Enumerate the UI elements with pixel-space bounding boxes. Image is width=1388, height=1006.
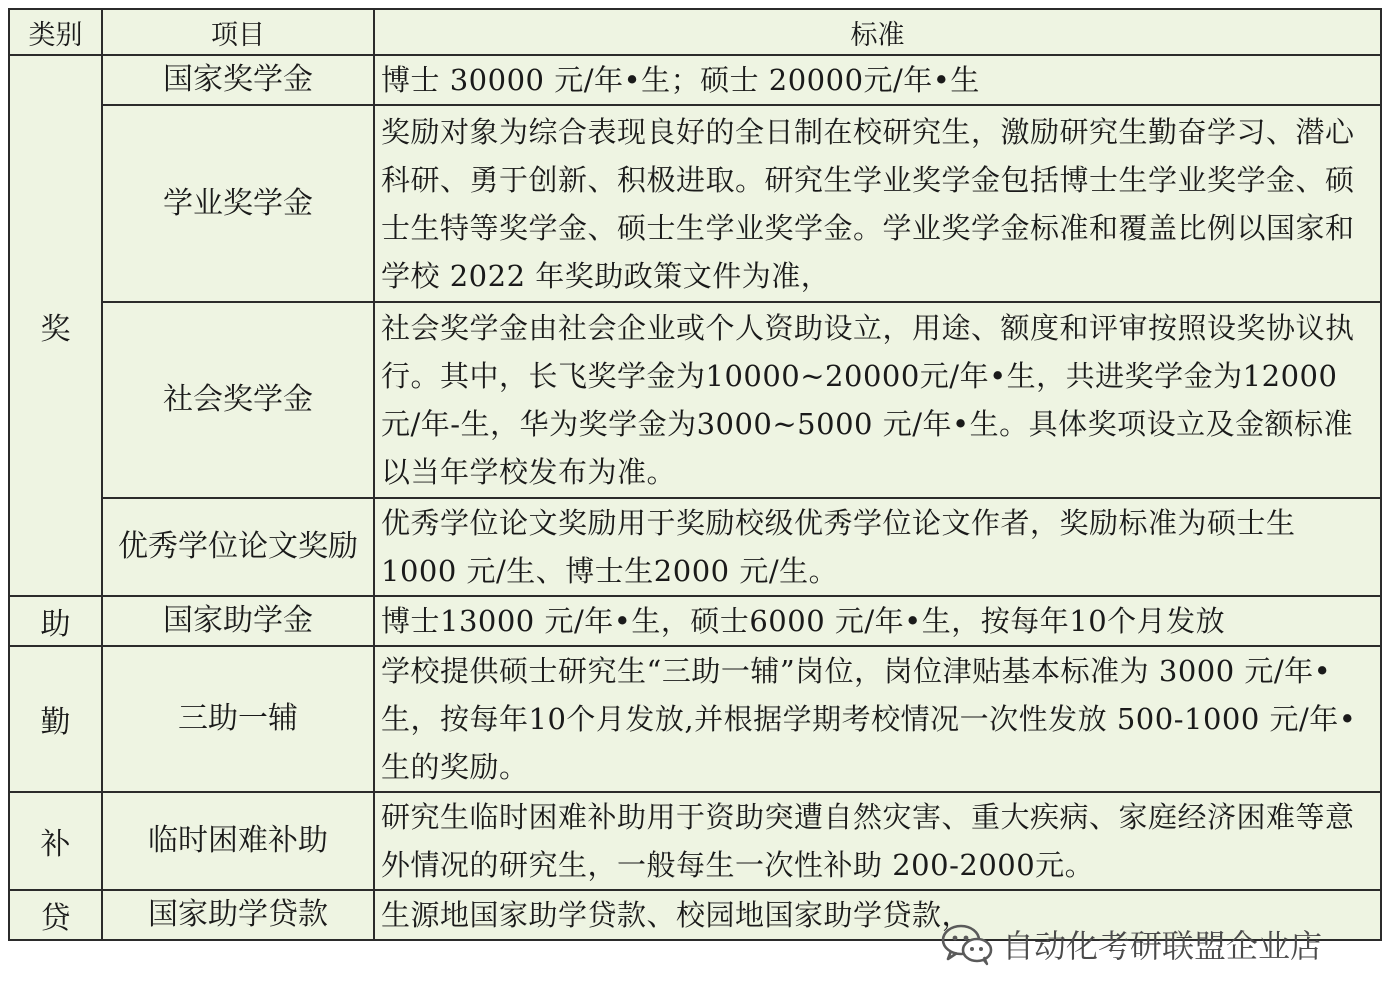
- standard-cell: 社会奖学金由社会企业或个人资助设立，用途、额度和评审按照设奖协议执行。其中，长飞奖学金为10000~20000元/年•生，共进奖学金为12000 元/年-生，华为奖学金为3000~5000 元/年•生。具体奖项设立及金额标准以当年学校发布为准。: [374, 302, 1381, 498]
- item-cell: 临时困难补助: [102, 792, 374, 890]
- scholarship-table-container: [8, 8, 1380, 941]
- standard-cell: 博士13000 元/年•生，硕士6000 元/年•生，按每年10个月发放: [374, 596, 1381, 646]
- wechat-icon: [940, 922, 994, 966]
- category-cell-loan: 贷: [9, 890, 102, 940]
- standard-cell: 优秀学位论文奖励用于奖励校级优秀学位论文作者，奖励标准为硕士生1000 元/生、博士生2000 元/生。: [374, 498, 1381, 596]
- item-cell: 国家助学贷款: [102, 890, 374, 940]
- table-row: [9, 302, 1381, 498]
- watermark-text: 自动化考研联盟企业店: [1002, 927, 1323, 965]
- category-cell-award: 奖: [9, 55, 102, 596]
- header-item: 项目: [102, 9, 374, 55]
- table-row: [9, 596, 1381, 646]
- category-cell-work: 勤: [9, 646, 102, 792]
- item-cell: 国家奖学金: [102, 55, 374, 105]
- table-row: [9, 792, 1381, 890]
- item-cell: 国家助学金: [102, 596, 374, 646]
- table-row: [9, 646, 1381, 792]
- item-cell: 优秀学位论文奖励: [102, 498, 374, 596]
- scholarship-table: [8, 8, 1382, 941]
- table-row: [9, 55, 1381, 105]
- table-row: [9, 498, 1381, 596]
- item-cell: 三助一辅: [102, 646, 374, 792]
- category-cell-subsidy: 补: [9, 792, 102, 890]
- table-header-row: [9, 9, 1381, 55]
- header-standard: 标准: [374, 9, 1381, 55]
- header-category: 类别: [9, 9, 102, 55]
- standard-cell: 学校提供硕士研究生“三助一辅”岗位，岗位津贴基本标准为 3000 元/年•生，按每年10个月发放,并根据学期考校情况一次性发放 500-1000 元/年•生的奖励。: [374, 646, 1381, 792]
- watermark: [940, 918, 1322, 970]
- table-row: [9, 105, 1381, 302]
- standard-cell: 博士 30000 元/年•生；硕士 20000元/年•生: [374, 55, 1381, 105]
- standard-cell: 生源地国家助学贷款、校园地国家助学贷款，: [374, 890, 1381, 940]
- category-cell-aid: 助: [9, 596, 102, 646]
- standard-cell: 奖励对象为综合表现良好的全日制在校研究生，激励研究生勤奋学习、潜心科研、勇于创新、积极进取。研究生学业奖学金包括博士生学业奖学金、硕士生特等奖学金、硕士生学业奖学金。学业奖学金标准和覆盖比例以国家和学校 2022 年奖助政策文件为准，: [374, 105, 1381, 302]
- item-cell: 社会奖学金: [102, 302, 374, 498]
- standard-cell: 研究生临时困难补助用于资助突遭自然灾害、重大疾病、家庭经济困难等意外情况的研究生，一般每生一次性补助 200-2000元。: [374, 792, 1381, 890]
- item-cell: 学业奖学金: [102, 105, 374, 302]
